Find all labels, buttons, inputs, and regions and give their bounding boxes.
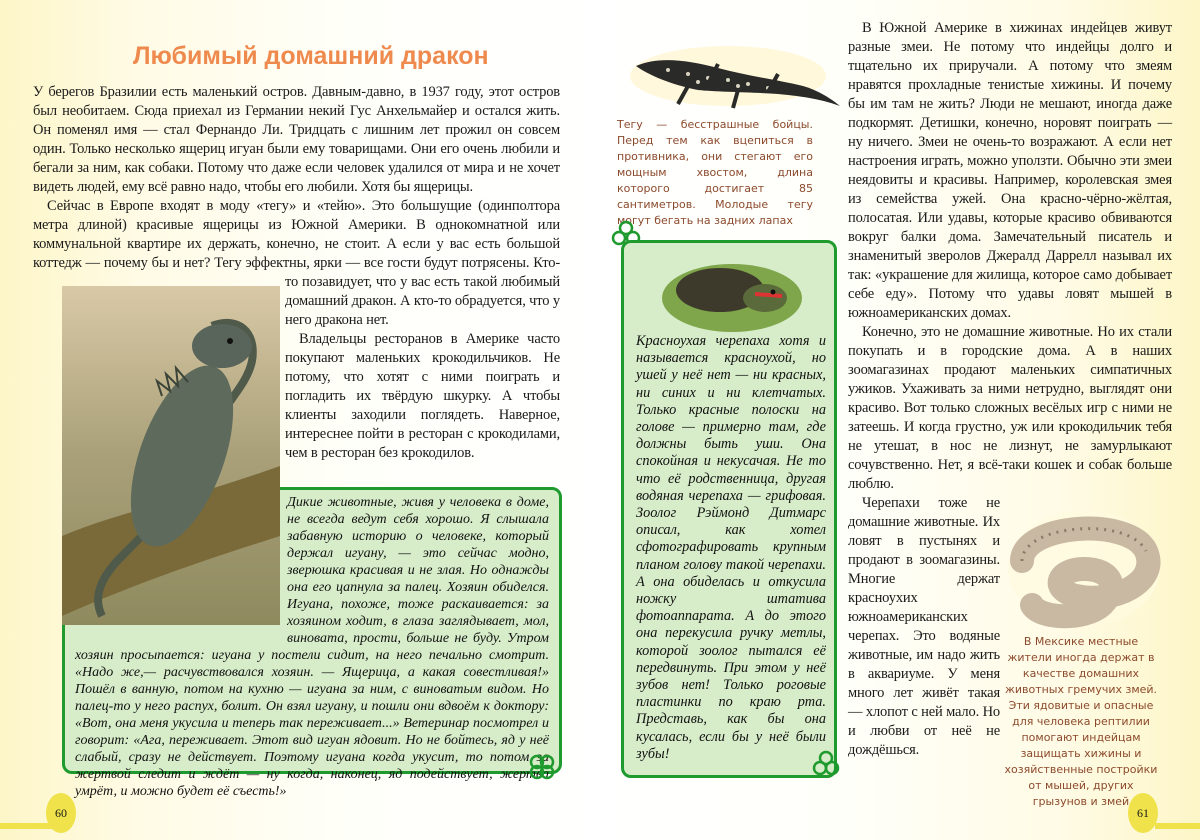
iguana-illustration [62,286,280,625]
page-title: Любимый домашний дракон [133,42,489,70]
ornament-icon [812,750,840,778]
turtle-photo [660,254,805,332]
ornament-icon [527,752,557,780]
page-number: 60 [46,793,76,833]
paragraph: В Южной Америке в хижинах индейцев живут разные змеи. Не потому что индейцы долго и тщательно их приручали. А потому что змеям нравятся прохладные тенистые хижины. И почему бы им там не жить? Люди не мешают, иногда даже подкормят. Детишки, конечно, норовят поиграть — ну ничего. Змеи не очень-то возражают. А если нет настроения играть, можно уползти. Обычно эти змеи неядовиты и красивы. Например, королевская змея из семейства ужей. Она красно-чёрно-жёлтая, полосатая. Или удавы, которые красиво обвиваются вокруг балки дома. Замечательный писатель и знаменитый зверолов Джералд Даррелл называл их так: «украшение для жилища, которое само добывает себе еду». Потому что удавы ловят мышей в южноамериканских домах. [848,20,1172,321]
rattlesnake-photo [1004,506,1164,630]
tegu-photo [628,34,842,112]
paragraph: Конечно, это не домашние животные. Но их стали покупать и в городские дома. А в наших зоомагазинах продают маленьких симпатичных ужиков. Ухаживать за ними нетрудно, выглядят они красиво. Вот только сложных весёлых игр с ними не затеешь. И когда грустно, уж или крокодильчик тебя не утешат, в нос не лизнут, не замурлыкают сочувственно. Нет, я всё-таки кошек и собак больше люблю. [848,324,1172,492]
paragraph: Сейчас в Европе входят в моду «тегу» и «тейю». Это большущие (одинполтора метра длиной) красивые ящерицы из Южной Америки. В однокомнатной или коммунальной квартире их держать, конечно, не стоит. А если у вас есть большой коттедж — почему бы и нет? Тегу эффектны, ярки — все гости будут потрясены. Кто-то позавидует, что у вас есть такой любимый домашний дракон. А кто-то обрадуется, что у него дракона нет. [33,198,560,328]
paragraph: Владельцы ресторанов в Америке часто покупают маленьких крокодильчиков. Не потому, что хотят с ними поиграть и погладить их твёрдую шкурку. А чтобы клиенты заходили поглядеть. Наверное, интереснее пойти в ресторан с крокодилами, чем в ресторан без крокодилов. [285,331,560,461]
iguana-story-text: Дикие животные, живя у человека в доме, не всегда ведут себя хорошо. Я слышала забавную историю о человеке, который держал игуану, — это сейчас модно, зверюшка красивая и не злая. Но однажды она его цапнула за палец. Хозяин обиделся. Игуана, похоже, тоже раскаивается: за хозяином ходит, в глаза заглядывает, мол, виновата, прости, больше не буду. Утром хозяин просыпается: игуана у постели сидит, на него печально смотрит. «Надо же,— расчувствовался хозяин. — Ящерица, а какая совестливая!» Пошёл в ванную, потом на кухню — игуана за ним, с виноватым видом. Но палец-то у него распух, болит. Он взял игуану, и пошли они вдвоём к доктору: «Вот, она меня укусила и теперь так переживает...» Ветеринар посмотрел и говорит: «Ага, переживает. Этот вид игуан ядовит. Но не бойтесь, яд у неё слабый, сразу не действует. Поэтому игуана когда укусит, то потом за жертвой следит и ждёт — ну когда, наконец, яд подействует, жертва умрёт, и можно будет её съесть!» [75,495,549,799]
paragraph: У берегов Бразилии есть маленький остров. Давным-давно, в 1937 году, этот остров был необитаем. Сюда приехал из Германии некий Гус Анхельмайер и остался жить. Он поменял имя — стал Фернандо Ли. Тридцать с лишним лет прожил он совсем один. Только несколько ящериц игуан были ему товарищами. Они его очень любили и бегали за ним, как собаки. Потому что даже если человек удалился от мира и не хочет видеть людей, ему всё равно надо, чтобы его любили. Хотя бы ящерицы. [33,84,560,195]
turtle-story-text: Красноухая черепаха хотя и называется красноухой, но ушей у неё нет — ни красных, ни синих и ни клетчатых. Только красные полоски на голове — примерно там, где должны быть уши. Она спокойная и некусачая. Не то что её родственница, другая водяная черепаха — грифовая. Зоолог Рэймонд Дитмарс описал, как хотел сфотографировать крупным планом голову такой черепахи. А она обиделась и откусила ножку штатива фотоаппарата. А до этого она перекусила ручку метлы, которой зоолог пытался её передвинуть. При этом у неё зубов нет! Только роговые пластинки по краю рта. Представь, как бы она кусалась, если бы у неё были зубы! [636,333,826,762]
page-tab-line [1155,823,1200,829]
paragraph: Черепахи тоже не домашние животные. Их ловят в пустынях и продают в зоомагазины. Многие держат красноухих южноамериканских черепах. Это водяные животные, им надо жить в аквариуме. У меня много лет живёт такая — хлопот с ней мало. Но и любви от неё не дождёшься. [848,495,1000,758]
page-number: 61 [1128,793,1158,833]
tegu-caption: Тегу — бесстрашные бойцы. Перед тем как вцепиться в противника, они стегают его мощным хвостом, длина которого достигает 85 сантиметров. Молодые тегу могут бегать на задних лапах [617,118,813,227]
rattlesnake-caption: В Мексике местные жители иногда держат в качестве домашних животных гремучих змей. Эти ядовитые и опасные для человека рептилии помогают индейцам защищать хижины и хозяйственные постройки от мышей, других грызунов и змей [1004,635,1158,808]
